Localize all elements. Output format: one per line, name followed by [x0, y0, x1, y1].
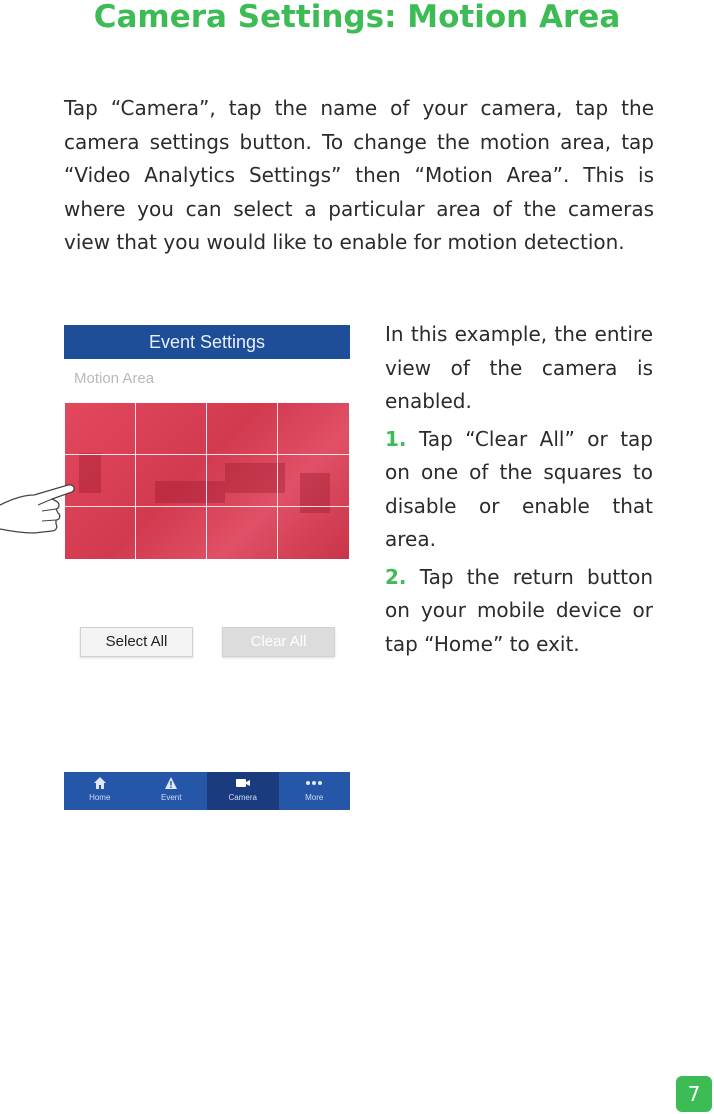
page-title: Camera Settings: Motion Area: [93, 0, 621, 35]
bottom-tab-bar: [64, 772, 350, 810]
grid-cell[interactable]: [136, 455, 207, 507]
step-2-text: Tap the return button on your mobile device or tap “Home” to exit.: [385, 564, 653, 656]
grid-cell[interactable]: [207, 403, 278, 455]
grid-cell[interactable]: [278, 403, 349, 455]
step-2: [385, 561, 653, 662]
step-1: [385, 423, 653, 557]
clear-all-button[interactable]: Clear All: [222, 627, 335, 657]
grid-cell[interactable]: [278, 455, 349, 507]
grid-cells: [65, 403, 349, 559]
page-number-badge: 7: [676, 1076, 712, 1112]
grid-cell[interactable]: [207, 507, 278, 559]
camera-icon: [207, 772, 279, 794]
tab-camera[interactable]: [207, 772, 279, 810]
tab-camera-label: Camera: [228, 793, 257, 802]
app-screenshot: [64, 325, 350, 815]
warning-icon: [136, 772, 208, 794]
select-all-button[interactable]: Select All: [80, 627, 193, 657]
instructions-column: [385, 318, 653, 665]
step-2-number: 2.: [385, 564, 407, 589]
step-1-number: 1.: [385, 426, 407, 451]
tab-event-label: Event: [161, 793, 182, 802]
home-icon: [64, 772, 136, 794]
grid-cell[interactable]: [278, 507, 349, 559]
app-header-title: Event Settings: [64, 325, 350, 359]
tab-event[interactable]: [136, 772, 208, 810]
example-paragraph: In this example, the entire view of the camera is enabled.: [385, 322, 653, 413]
grid-cell[interactable]: [65, 403, 136, 455]
grid-cell[interactable]: [207, 455, 278, 507]
more-icon: [279, 772, 351, 794]
motion-area-label: Motion Area: [74, 370, 155, 387]
tab-home-label: Home: [89, 793, 111, 802]
pointing-hand-icon: [0, 475, 82, 539]
tab-more-label: More: [305, 793, 324, 802]
grid-cell[interactable]: [136, 403, 207, 455]
motion-area-grid[interactable]: [65, 403, 349, 559]
tab-more[interactable]: [279, 772, 351, 810]
grid-cell[interactable]: [136, 507, 207, 559]
intro-paragraph: Tap “Camera”, tap the name of your camera, tap the camera settings button. To change the motion area, tap “Video Analytics Settings” then “Motion Area”. This is where you can select a particular area of the cameras view that you would like to enable for motion detection.: [64, 96, 654, 254]
step-1-text: Tap “Clear All” or tap on one of the squares to disable or enable that area.: [385, 426, 653, 551]
tab-home[interactable]: [64, 772, 136, 810]
